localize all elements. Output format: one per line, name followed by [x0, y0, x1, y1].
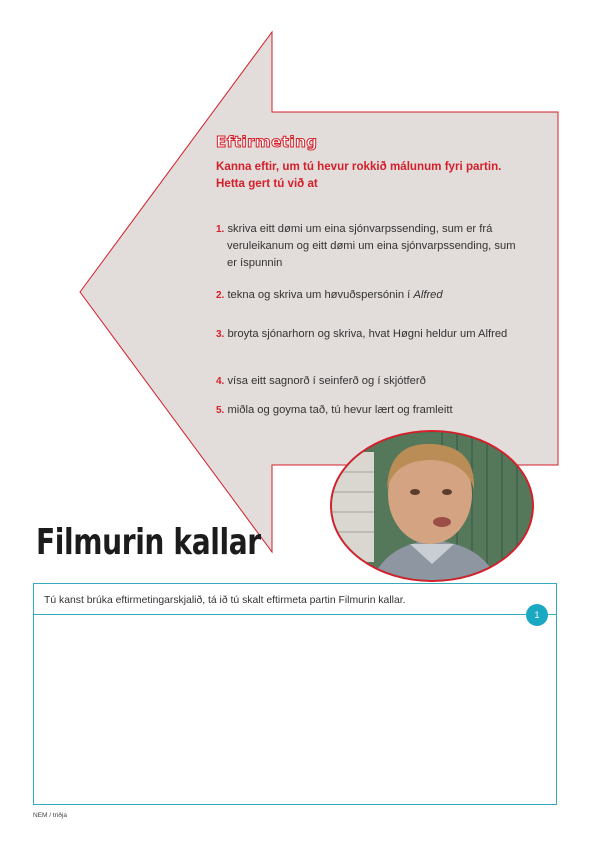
- task-number: 4.: [216, 376, 225, 387]
- page-number-badge: 1: [526, 604, 548, 626]
- task-number: 3.: [216, 329, 225, 340]
- task-item: [216, 402, 516, 419]
- worksheet-frame: [33, 583, 557, 805]
- task-item: [216, 287, 516, 304]
- task-item: [216, 326, 516, 343]
- task-number: 1.: [216, 224, 225, 235]
- task-text: miðla og goyma tað, tú hevur lært og framleitt: [227, 404, 453, 416]
- footer-text: NEM / triðja: [33, 812, 67, 819]
- task-text: tekna og skriva um høvuðspersónin í: [227, 289, 414, 301]
- page-title: Filmurin kallar: [36, 522, 261, 563]
- task-number: 5.: [216, 405, 225, 416]
- task-text: skriva eitt dømi um eina sjónvarpssending, sum er frá veruleikanum og eitt dømi um eina sjónvarpssending, sum er íspunnin: [227, 223, 516, 269]
- evaluation-header: [216, 133, 546, 192]
- task-item: [216, 221, 516, 272]
- task-text-italic: Alfred: [413, 289, 443, 301]
- worksheet-divider: [34, 614, 556, 615]
- evaluation-intro-line1: Kanna eftir, um tú hevur rokkið málunum fyri partin.: [216, 160, 502, 173]
- task-item: [216, 373, 516, 390]
- task-number: 2.: [216, 290, 225, 301]
- task-text: broyta sjónarhorn og skriva, hvat Høgni heldur um Alfred: [227, 328, 508, 340]
- evaluation-intro-line2: Hetta gert tú við at: [216, 177, 318, 190]
- boy-photo: [330, 430, 534, 582]
- worksheet-instruction: Tú kanst brúka eftirmetingarskjalið, tá ið tú skalt eftirmeta partin Filmurin kallar.: [44, 595, 406, 606]
- evaluation-heading: Eftirmeting: [216, 133, 318, 151]
- task-text: vísa eitt sagnorð í seinferð og í skjótferð: [227, 375, 426, 387]
